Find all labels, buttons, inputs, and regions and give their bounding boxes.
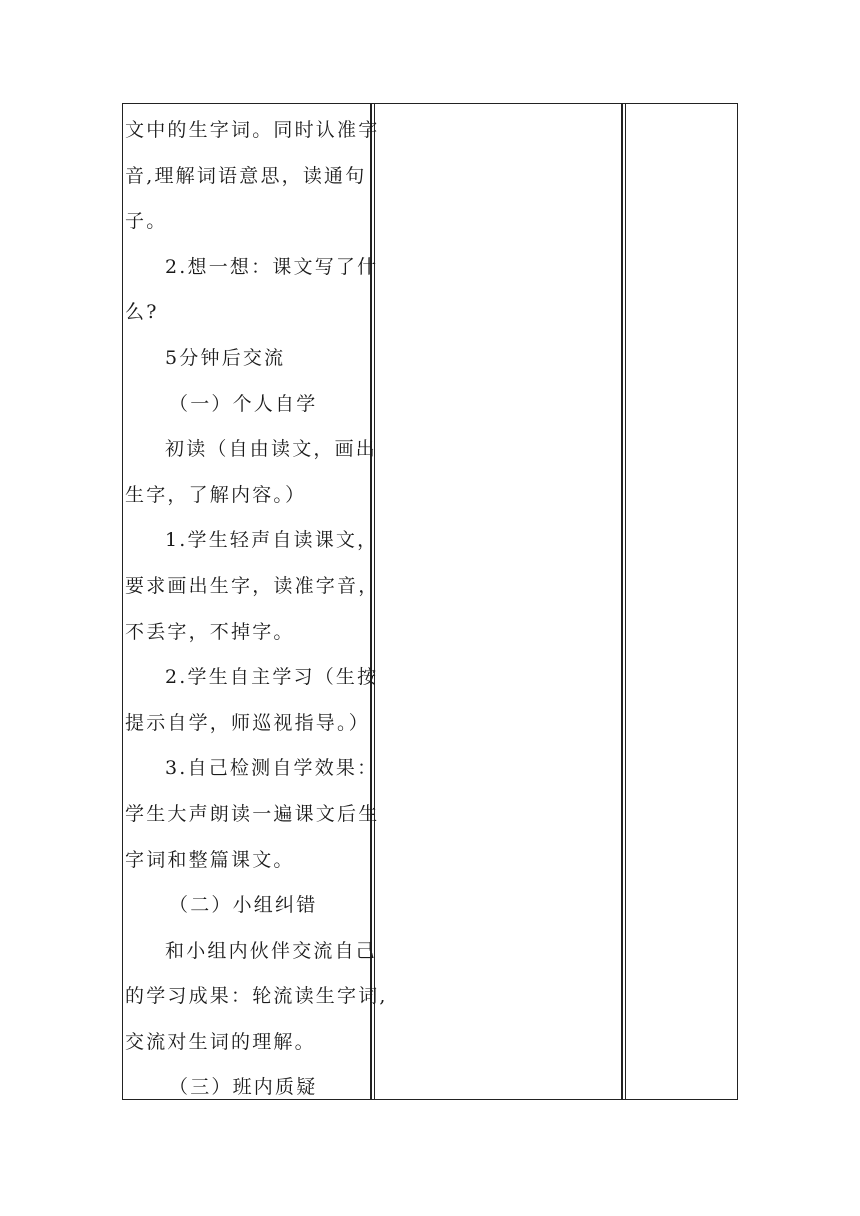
text-line: 字词和整篇课文。 — [125, 848, 295, 871]
text-line: 2.学生自主学习（生按 — [165, 666, 379, 689]
text-line: 5分钟后交流 — [165, 346, 286, 369]
text-line: 交流对生词的理解。 — [125, 1030, 316, 1053]
lesson-table — [122, 103, 738, 1100]
text-line: 学生大声朗读一遍课文后生 — [125, 802, 380, 825]
notes-cell — [627, 104, 737, 1099]
text-line: 1.学生轻声自读课文， — [165, 529, 379, 552]
text-line: 生字，了解内容。） — [125, 483, 307, 506]
text-line: 么? — [125, 301, 159, 324]
teacher-activity-cell — [376, 104, 620, 1099]
teaching-process-cell — [125, 108, 388, 1111]
section-heading: （三）班内质疑 — [169, 1076, 318, 1099]
section-heading: （一）个人自学 — [169, 392, 318, 415]
text-line: 要求画出生字，读准字音， — [125, 574, 380, 597]
column-divider-2-inner — [625, 104, 626, 1099]
text-line: 不丢字，不掉字。 — [125, 620, 295, 643]
text-line: 子。 — [125, 210, 168, 233]
text-line: 音,理解词语意思，读通句 — [125, 164, 367, 187]
text-line: 提示自学，师巡视指导。） — [125, 711, 370, 734]
text-line: 文中的生字词。同时认准字 — [125, 119, 380, 141]
column-divider-2 — [621, 104, 623, 1099]
text-line: 和小组内伙伴交流自己 — [165, 939, 378, 962]
text-line: 的学习成果：轮流读生字词, — [125, 985, 388, 1008]
text-line: 初读（自由读文，画出 — [165, 438, 378, 461]
text-line: 2.想一想：课文写了什 — [165, 255, 379, 278]
text-line: 3.自己检测自学效果： — [165, 757, 379, 780]
section-heading: （二）小组纠错 — [169, 894, 318, 917]
